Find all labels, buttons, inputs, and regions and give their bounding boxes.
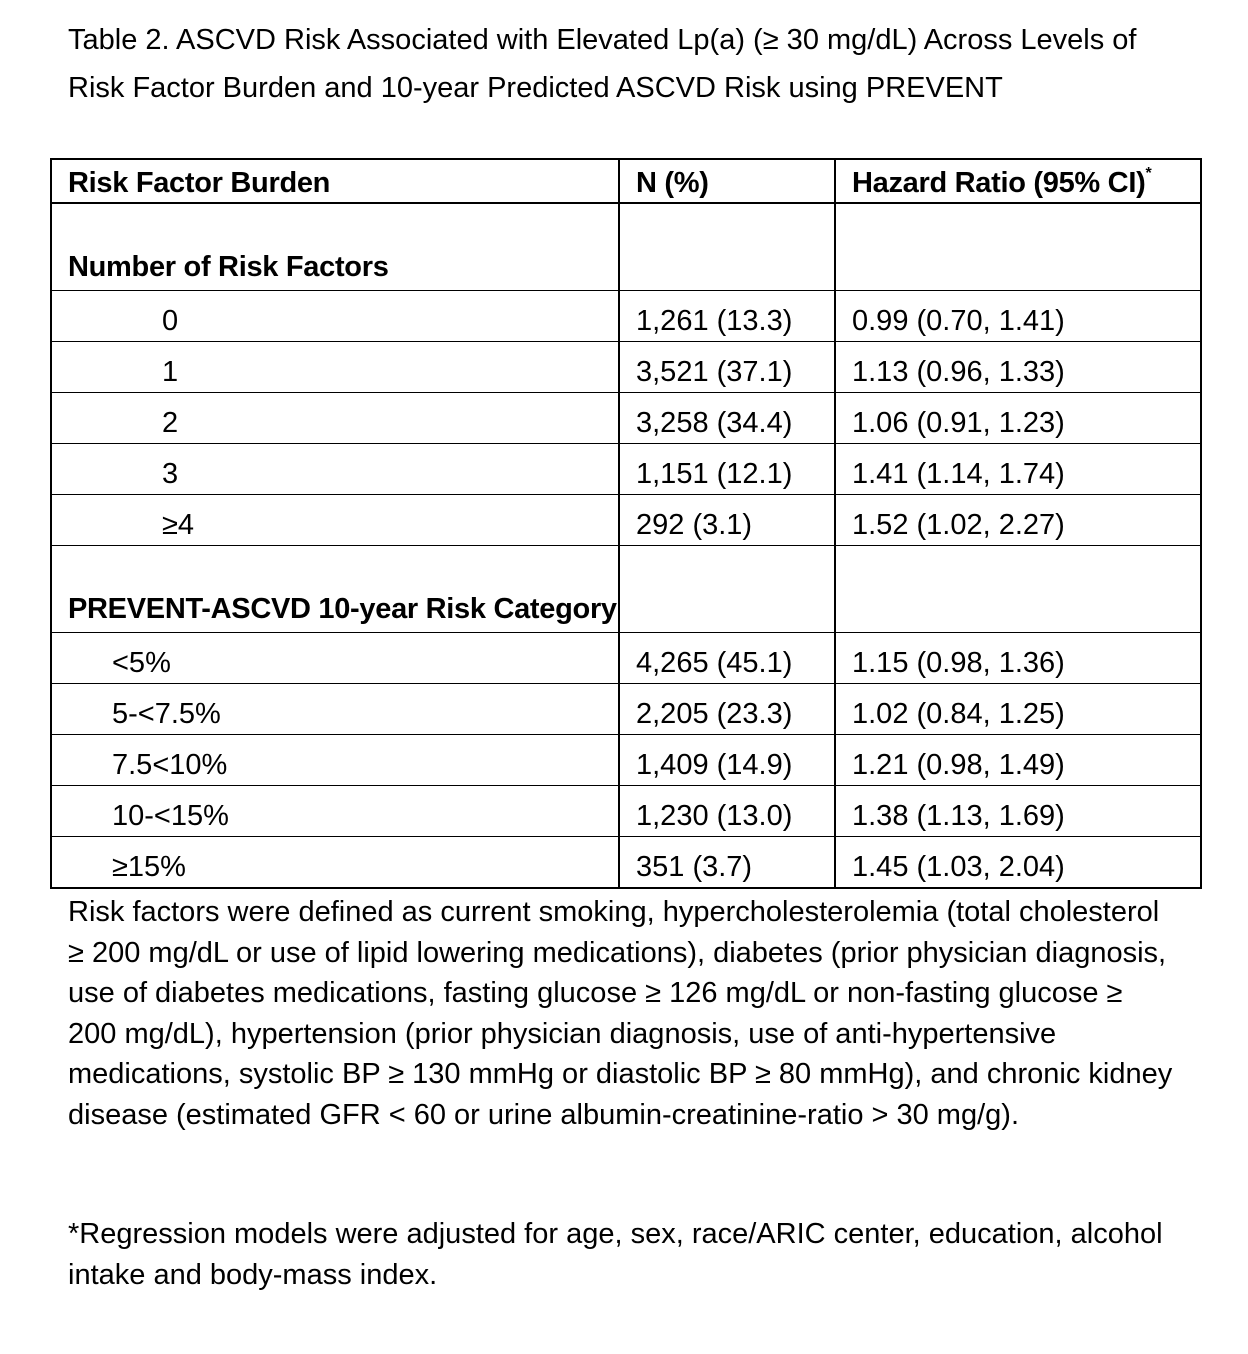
table-row: [51, 786, 1201, 837]
empty-cell: [835, 546, 1201, 633]
hazard-ratio-cell: 1.38 (1.13, 1.69): [835, 786, 1201, 837]
hazard-ratio-cell: 1.45 (1.03, 2.04): [835, 837, 1201, 889]
category-cell: 10-<15%: [51, 786, 619, 837]
section-header-row: [51, 203, 1201, 291]
category-cell: 7.5<10%: [51, 735, 619, 786]
table-row: [51, 342, 1201, 393]
table-row: [51, 837, 1201, 889]
hazard-ratio-cell: 1.13 (0.96, 1.33): [835, 342, 1201, 393]
empty-cell: [619, 546, 835, 633]
empty-cell: [619, 203, 835, 291]
section-label: Number of Risk Factors: [51, 203, 619, 291]
category-cell: 0: [51, 291, 619, 342]
category-cell: ≥15%: [51, 837, 619, 889]
category-cell: <5%: [51, 633, 619, 684]
hazard-ratio-cell: 1.02 (0.84, 1.25): [835, 684, 1201, 735]
n-percent-cell: 1,261 (13.3): [619, 291, 835, 342]
header-risk-factor-burden: Risk Factor Burden: [51, 159, 619, 203]
hazard-ratio-cell: 1.21 (0.98, 1.49): [835, 735, 1201, 786]
empty-cell: [835, 203, 1201, 291]
header-hazard-ratio: Hazard Ratio (95% CI)*: [835, 159, 1201, 203]
table-row: [51, 444, 1201, 495]
section-header-row: [51, 546, 1201, 633]
category-cell: ≥4: [51, 495, 619, 546]
n-percent-cell: 292 (3.1): [619, 495, 835, 546]
table-row: [51, 495, 1201, 546]
hazard-ratio-cell: 1.41 (1.14, 1.74): [835, 444, 1201, 495]
category-cell: 1: [51, 342, 619, 393]
header-n-percent: N (%): [619, 159, 835, 203]
table-row: [51, 735, 1201, 786]
footnote-marker: *: [1145, 165, 1152, 182]
results-table: [50, 158, 1202, 889]
category-cell: 3: [51, 444, 619, 495]
table-row: [51, 393, 1201, 444]
hazard-ratio-cell: 1.52 (1.02, 2.27): [835, 495, 1201, 546]
table-title: Table 2. ASCVD Risk Associated with Elevated Lp(a) (≥ 30 mg/dL) Across Levels of Risk Factor Burden and 10-year Predicted ASCVD Risk using PREVENT: [68, 24, 1137, 104]
hazard-ratio-cell: 0.99 (0.70, 1.41): [835, 291, 1201, 342]
n-percent-cell: 3,521 (37.1): [619, 342, 835, 393]
n-percent-cell: 2,205 (23.3): [619, 684, 835, 735]
category-cell: 2: [51, 393, 619, 444]
n-percent-cell: 1,151 (12.1): [619, 444, 835, 495]
table-row: [51, 633, 1201, 684]
regression-footnote: *Regression models were adjusted for age, sex, race/ARIC center, education, alcohol intake and body-mass index.: [68, 1218, 1163, 1291]
category-cell: 5-<7.5%: [51, 684, 619, 735]
n-percent-cell: 1,230 (13.0): [619, 786, 835, 837]
n-percent-cell: 4,265 (45.1): [619, 633, 835, 684]
hazard-ratio-cell: 1.15 (0.98, 1.36): [835, 633, 1201, 684]
hazard-ratio-cell: 1.06 (0.91, 1.23): [835, 393, 1201, 444]
n-percent-cell: 1,409 (14.9): [619, 735, 835, 786]
n-percent-cell: 351 (3.7): [619, 837, 835, 889]
risk-factor-definition-note: Risk factors were defined as current smoking, hypercholesterolemia (total cholesterol ≥ 200 mg/dL or use of lipid lowering medications), diabetes (prior physician diagnosis, use of diabetes medications, fasting glucose ≥ 126 mg/dL or non-fasting glucose ≥ 200 mg/dL), hypertension (prior physician diagnosis, use of anti-hypertensive medications, systolic BP ≥ 130 mmHg or diastolic BP ≥ 80 mmHg), and chronic kidney disease (estimated GFR < 60 or urine albumin-creatinine-ratio > 30 mg/g).: [68, 896, 1173, 1131]
table-header-row: [51, 159, 1201, 203]
table-row: [51, 291, 1201, 342]
table-row: [51, 684, 1201, 735]
n-percent-cell: 3,258 (34.4): [619, 393, 835, 444]
section-label: PREVENT-ASCVD 10-year Risk Category: [51, 546, 619, 633]
